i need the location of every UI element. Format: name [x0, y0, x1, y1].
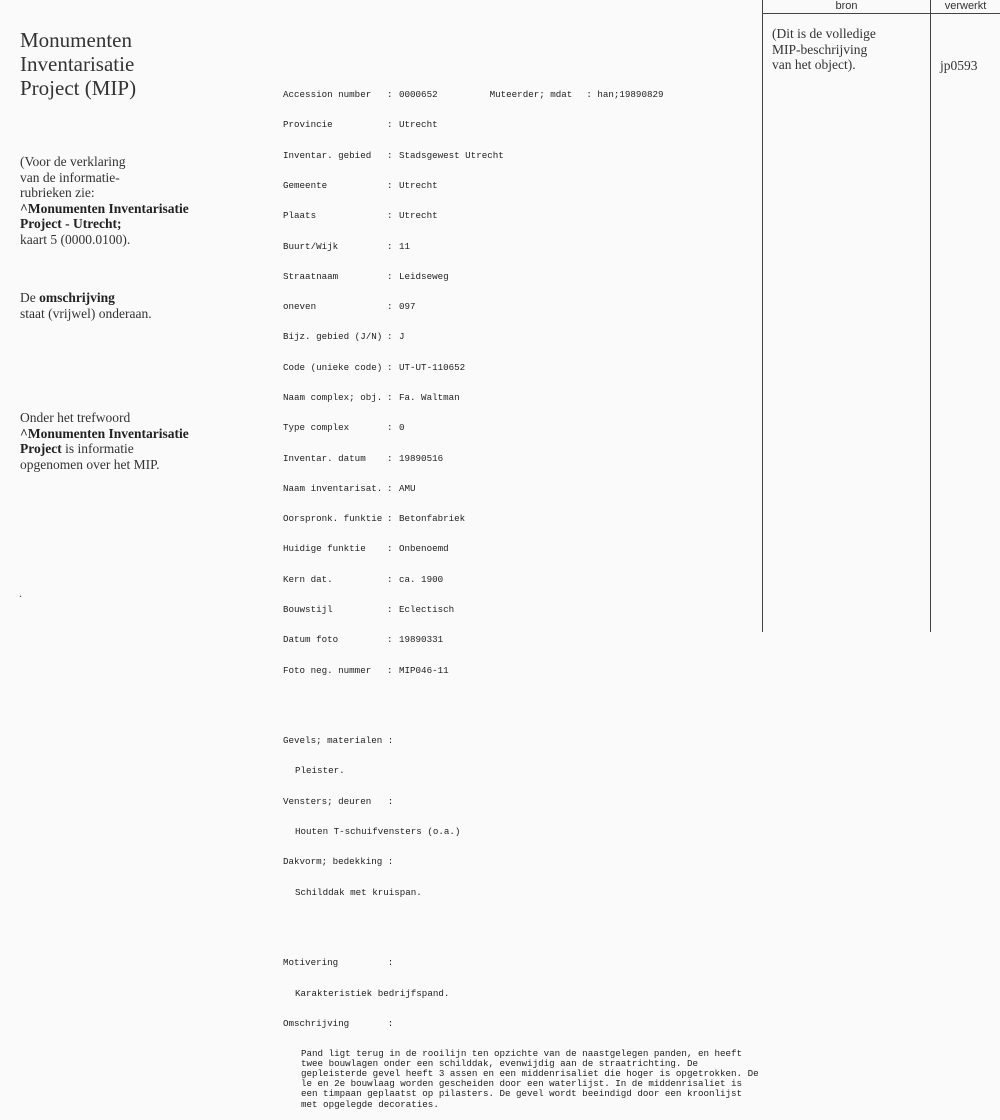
field-value: 11	[399, 240, 411, 252]
field-value: J	[399, 331, 405, 343]
record-field: Oorspronk. funktie : Betonfabriek	[283, 513, 466, 525]
field-label: Naam inventarisat.	[283, 482, 383, 494]
field-label: Gemeente	[283, 180, 328, 192]
keyword-link[interactable]: Project - Utrecht;	[20, 216, 122, 232]
column-divider	[930, 0, 931, 632]
field-label: Huidige funktie	[283, 543, 366, 555]
record-field: oneven : 097	[283, 301, 416, 313]
keyword-link[interactable]: Project	[20, 441, 62, 457]
field-value: Stadsgewest Utrecht	[399, 149, 504, 161]
verwerkt-code: jp0593	[940, 58, 978, 73]
motivering-value: Karakteristiek bedrijfspand.	[295, 987, 450, 999]
gevels-label: Gevels; materialen :	[283, 735, 394, 747]
field-value: MIP046-11	[399, 664, 449, 676]
field-value: AMU	[399, 482, 416, 494]
field-label: Naam complex; obj.	[283, 392, 383, 403]
field-label: Provincie	[283, 119, 333, 131]
field-label: oneven	[283, 301, 317, 313]
record-field: Bouwstijl : Eclectisch	[283, 603, 455, 615]
field-label: Inventar. datum	[283, 452, 366, 464]
omschrijving-label: Omschrijving :	[283, 1017, 394, 1029]
keyword-note	[20, 410, 250, 472]
muteerder-value: : han;19890829	[586, 89, 664, 101]
record-field: Naam inventarisat. : AMU	[283, 482, 416, 494]
field-label: Kern dat.	[283, 573, 333, 585]
field-label: Oorspronk. funktie	[283, 513, 383, 525]
record-field: Inventar. gebied : Stadsgewest Utrecht	[283, 149, 504, 161]
field-label: Buurt/Wijk	[283, 240, 339, 252]
field-label: Type complex	[283, 422, 350, 434]
column-header-verwerkt: verwerkt	[944, 0, 987, 12]
field-value: Utrecht	[399, 180, 438, 192]
keyword-link[interactable]: ^Monumenten Inventarisatie	[20, 200, 189, 216]
title-line: Monumenten	[20, 28, 132, 52]
legend-note	[20, 154, 250, 248]
omschrijving-text: Pand ligt terug in de rooilijn ten opzichte van de naastgelegen panden, en heeft twee bouwlagen onder een schilddak, evenwijdig aan de straatrichting. De gepleisterde gevel heeft 3 assen en een middenrisaliet die hoger is opgetrokken. De le en 2e bouwlaag worden gescheiden door een waterlijst. In de middenrisaliet is een timpaan geplaatst op pilasters. De gevel wordt beeindigd door een kroonlijst met opgelegde decoraties.	[301, 1048, 765, 1110]
record-field: Accession number : 0000652 Muteerder; mdat : han;19890829	[283, 89, 664, 101]
field-label: Code (unieke code)	[283, 361, 383, 373]
vensters-label: Vensters; deuren :	[283, 795, 394, 807]
mip-record	[283, 70, 765, 1120]
field-value: Betonfabriek	[399, 513, 466, 525]
bron-line: van het object).	[772, 57, 856, 73]
field-value: Eclectisch	[399, 603, 455, 615]
field-label: Bouwstijl	[283, 603, 333, 615]
muteerder-label: Muteerder; mdat	[489, 89, 573, 101]
record-field: Provincie : Utrecht	[283, 119, 438, 131]
bron-note	[772, 26, 922, 73]
gevels-value: Pleister.	[295, 765, 345, 777]
field-label: Inventar. gebied	[283, 149, 372, 161]
note-line: Onder het trefwoord	[20, 410, 131, 425]
note-line: opgenomen over het MIP.	[20, 456, 160, 472]
field-value: Fa. Waltman	[399, 392, 460, 403]
record-field: Bijz. gebied (J/N) : J	[283, 331, 405, 343]
column-divider	[762, 0, 763, 632]
note-line: (Voor de verklaring	[20, 154, 126, 169]
record-field: Naam complex; obj. : Fa. Waltman	[283, 392, 460, 403]
motivering-label: Motivering :	[283, 957, 394, 969]
field-value: Leidseweg	[399, 270, 449, 282]
record-field: Straatnaam : Leidseweg	[283, 270, 449, 282]
field-label: Accession number	[283, 89, 372, 101]
bron-line: MIP-beschrijving	[772, 41, 868, 57]
field-value: UT-UT-110652	[399, 361, 466, 373]
column-header-bron: bron	[835, 0, 858, 12]
record-field: Datum foto : 19890331	[283, 634, 444, 646]
record-field: Kern dat. : ca. 1900	[283, 573, 444, 585]
field-value: 0	[399, 422, 405, 434]
page-title	[20, 28, 240, 100]
field-label: Plaats	[283, 210, 317, 222]
field-label: Foto neg. nummer	[283, 664, 372, 676]
keyword-link[interactable]: ^Monumenten Inventarisatie	[20, 425, 189, 441]
field-value: 0000652	[399, 89, 438, 101]
dot-mark: .	[19, 586, 22, 600]
title-line: Project (MIP)	[20, 76, 137, 100]
record-field: Type complex : 0	[283, 422, 405, 434]
record-field: Buurt/Wijk : 11	[283, 240, 411, 252]
title-line: Inventarisatie	[20, 52, 135, 76]
note-line: kaart 5 (0000.0100).	[20, 231, 131, 247]
field-value: 097	[399, 301, 416, 313]
dakvorm-label: Dakvorm; bedekking :	[283, 856, 394, 868]
record-field: Gemeente : Utrecht	[283, 180, 438, 192]
note-line: staat (vrijwel) onderaan.	[20, 305, 152, 321]
field-value: 19890331	[399, 634, 444, 646]
dakvorm-value: Schilddak met kruispan.	[295, 886, 422, 898]
note-line: van de informatie-	[20, 169, 120, 185]
field-label: Straatnaam	[283, 270, 339, 282]
note-line: rubrieken zie:	[20, 185, 95, 201]
field-value: Onbenoemd	[399, 543, 449, 555]
record-field: Code (unieke code) : UT-UT-110652	[283, 361, 466, 373]
record-field: Plaats : Utrecht	[283, 210, 438, 222]
field-label: Datum foto	[283, 634, 339, 646]
description-note	[20, 290, 250, 321]
field-value: Utrecht	[399, 119, 438, 131]
note-bold: omschrijving	[39, 290, 115, 305]
field-label: Bijz. gebied (J/N)	[283, 331, 383, 343]
field-value: 19890516	[399, 452, 444, 464]
record-field: Inventar. datum : 19890516	[283, 452, 444, 464]
note-text: is informatie	[61, 441, 134, 457]
note-text: De	[20, 290, 40, 305]
header-rule	[762, 13, 1000, 14]
field-value: ca. 1900	[399, 573, 444, 585]
vensters-value: Houten T-schuifvensters (o.a.)	[295, 826, 461, 838]
bron-line: (Dit is de volledige	[772, 26, 876, 41]
record-field: Foto neg. nummer : MIP046-11	[283, 664, 449, 676]
record-field: Huidige funktie : Onbenoemd	[283, 543, 449, 555]
field-value: Utrecht	[399, 210, 438, 222]
